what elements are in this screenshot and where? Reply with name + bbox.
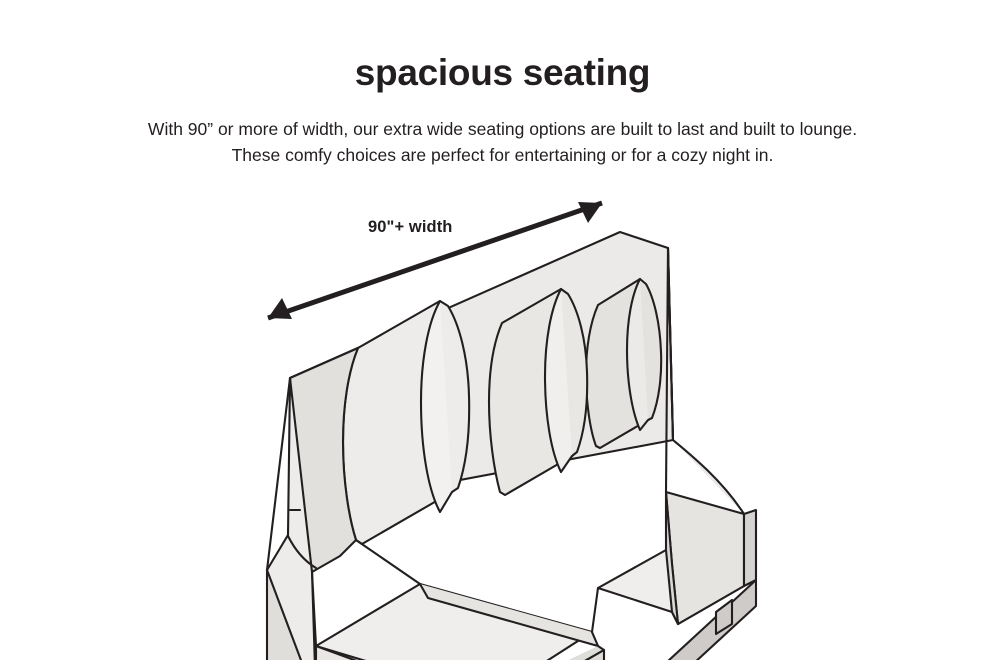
- page-subtitle: [50, 116, 955, 169]
- sofa-svg: [0, 180, 1005, 660]
- sofa-diagram: [0, 180, 1005, 660]
- dimension-label: 90"+ width: [368, 218, 453, 236]
- subtitle-line-1: With 90” or more of width, our extra wide seating options are built to last and built to lounge.: [147, 119, 858, 139]
- subtitle-line-2: These comfy choices are perfect for entertaining or for a cozy night in.: [231, 145, 774, 166]
- page-title: spacious seating: [354, 52, 651, 93]
